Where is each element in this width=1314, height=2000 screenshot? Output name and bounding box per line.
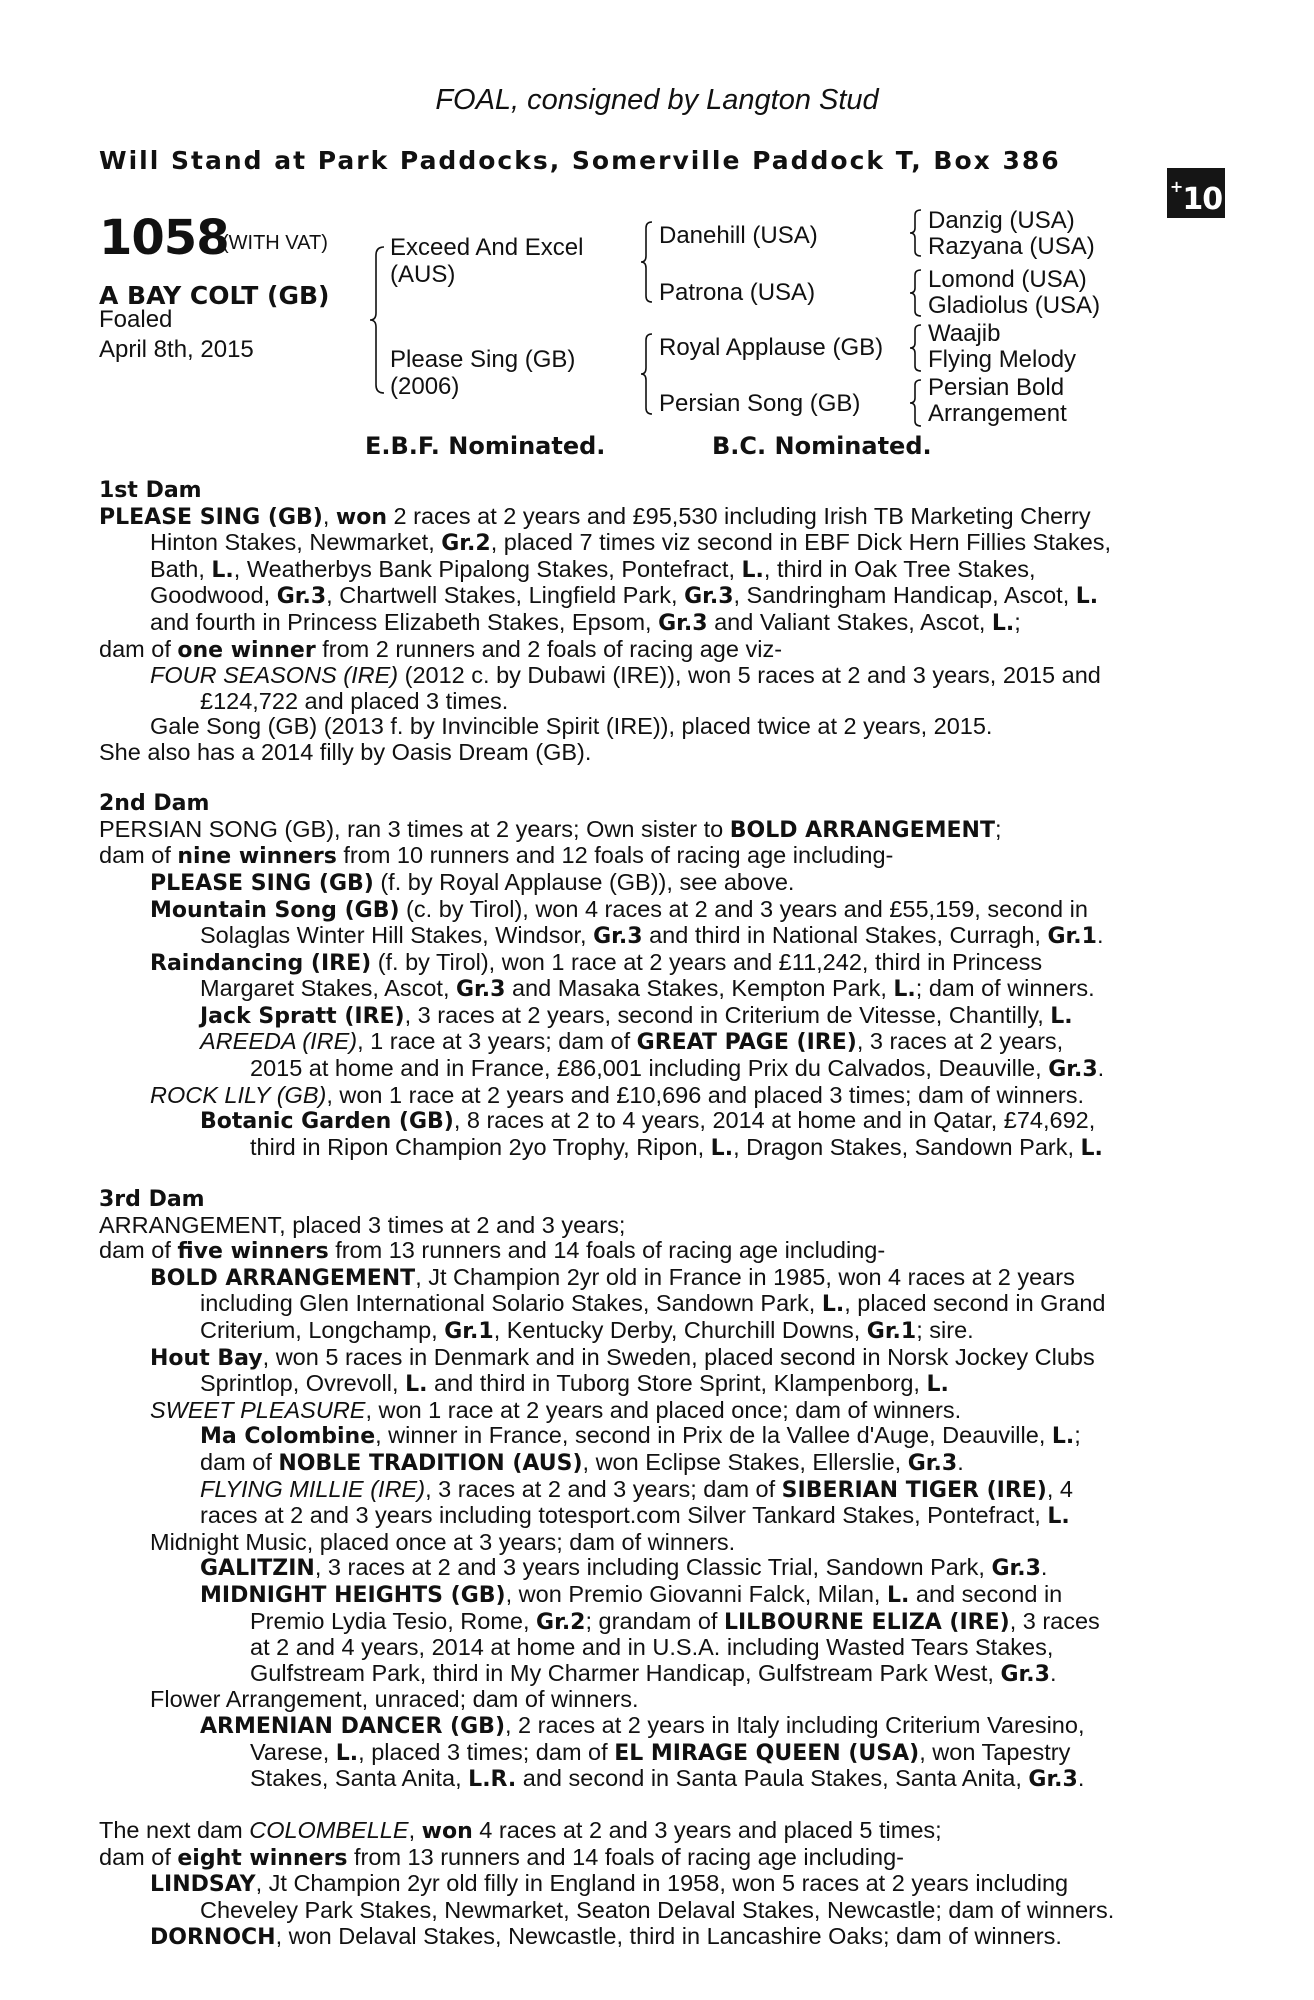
foaled-label: Foaled	[99, 306, 173, 333]
third-dam-line: SWEET PLEASURE, won 1 race at 2 years and placed once; dam of winners.	[150, 1396, 962, 1423]
bracket-danehill	[909, 208, 925, 258]
first-dam-line: Hinton Stakes, Newmarket, Gr.2, placed 7 times viz second in EBF Dick Hern Fillies Stakes,	[150, 529, 1112, 557]
next-dam-line: Cheveley Park Stakes, Newmarket, Seaton Delaval Stakes, Newcastle; dam of winners.	[200, 1897, 1115, 1924]
third-dam-line: Sprintlop, Ovrevoll, L. and third in Tuborg Store Sprint, Klampenborg, L.	[200, 1370, 949, 1398]
third-dam-line: GALITZIN, 3 races at 2 and 3 years including Classic Trial, Sandown Park, Gr.3.	[200, 1554, 1048, 1582]
second-dam-line: Mountain Song (GB) (c. by Tirol), won 4 races at 2 and 3 years and £55,159, second in	[150, 895, 1088, 923]
next-dam-line: LINDSAY, Jt Champion 2yr old filly in England in 1958, won 5 races at 2 years including	[150, 1870, 1069, 1898]
third-dam-heading: 3rd Dam	[99, 1187, 205, 1213]
third-dam-line: Premio Lydia Tesio, Rome, Gr.2; grandam of LILBOURNE ELIZA (IRE), 3 races	[250, 1607, 1100, 1635]
gg-lomond: Lomond (USA)	[928, 266, 1087, 293]
badge-number: 10	[1182, 182, 1223, 217]
third-dam-line: dam of five winners from 13 runners and 14 foals of racing age including-	[99, 1237, 886, 1265]
third-dam-line: ARRANGEMENT, placed 3 times at 2 and 3 years;	[99, 1211, 626, 1238]
vat-note: (WITH VAT)	[222, 232, 328, 254]
next-dam-line: DORNOCH, won Delaval Stakes, Newcastle, third in Lancashire Oaks; dam of winners.	[150, 1922, 1062, 1950]
bracket-royal-applause	[909, 323, 925, 373]
third-dam-line: Gulfstream Park, third in My Charmer Handicap, Gulfstream Park West, Gr.3.	[250, 1659, 1057, 1687]
first-dam-line: PLEASE SING (GB), won 2 races at 2 years and £95,530 including Irish TB Marketing Cherry	[99, 502, 1091, 530]
second-dam-line: dam of nine winners from 10 runners and 12 foals of racing age including-	[99, 842, 894, 870]
gg-flying-melody: Flying Melody	[928, 346, 1077, 373]
sire: Exceed And Excel (AUS)	[390, 234, 584, 288]
next-dam-line: The next dam COLOMBELLE, won 4 races at 2 and 3 years and placed 5 times;	[99, 1817, 942, 1845]
third-dam-line: Midnight Music, placed once at 3 years; dam of winners.	[150, 1528, 736, 1555]
lot-title: A BAY COLT (GB)	[99, 281, 330, 310]
third-dam-line: races at 2 and 3 years including totesport.com Silver Tankard Stakes, Pontefract, L.	[200, 1502, 1070, 1530]
gg-gladiolus: Gladiolus (USA)	[928, 292, 1101, 319]
third-dam-line: ARMENIAN DANCER (GB), 2 races at 2 years in Italy including Criterium Varesino,	[200, 1711, 1085, 1739]
bracket-dam-line	[640, 332, 660, 417]
third-dam-line: dam of NOBLE TRADITION (AUS), won Eclipse Stakes, Ellerslie, Gr.3.	[200, 1448, 964, 1476]
second-dam-line: AREEDA (IRE), 1 race at 3 years; dam of GREAT PAGE (IRE), 3 races at 2 years,	[200, 1028, 1064, 1056]
catalogue-body	[99, 478, 1209, 1950]
second-dam-line: PLEASE SING (GB) (f. by Royal Applause (GB)), see above.	[150, 868, 795, 896]
dam: Please Sing (GB) (2006)	[390, 346, 576, 400]
dam-dam: Persian Song (GB)	[659, 390, 861, 417]
bracket-sire-dam	[370, 245, 390, 395]
bracket-patrona	[909, 268, 925, 318]
gg-razyana: Razyana (USA)	[928, 233, 1095, 260]
first-dam-line: dam of one winner from 2 runners and 2 foals of racing age viz-	[99, 635, 783, 663]
second-dam-line: Margaret Stakes, Ascot, Gr.3 and Masaka Stakes, Kempton Park, L.; dam of winners.	[200, 975, 1095, 1003]
stand-location: Will Stand at Park Paddocks, Somerville Paddock T, Box 386	[99, 146, 1061, 175]
second-dam-line: Solaglas Winter Hill Stakes, Windsor, Gr.3 and third in National Stakes, Curragh, Gr.1.	[200, 922, 1104, 950]
second-dam-line: third in Ripon Champion 2yo Trophy, Ripon, L., Dragon Stakes, Sandown Park, L.	[250, 1133, 1103, 1161]
bc-nominated: B.C. Nominated.	[712, 432, 932, 460]
gg-persian-bold: Persian Bold	[928, 374, 1065, 401]
second-dam-line: ROCK LILY (GB), won 1 race at 2 years and £10,696 and placed 3 times; dam of winners.	[150, 1081, 1084, 1108]
first-dam-line: £124,722 and placed 3 times.	[200, 687, 509, 714]
lot-number: 1058	[99, 210, 229, 266]
first-dam-line: Bath, L., Weatherbys Bank Pipalong Stakes, Pontefract, L., third in Oak Tree Stakes,	[150, 555, 1036, 583]
third-dam-line: Criterium, Longchamp, Gr.1, Kentucky Derby, Churchill Downs, Gr.1; sire.	[200, 1317, 974, 1344]
first-dam-heading: 1st Dam	[99, 478, 202, 503]
third-dam-line: at 2 and 4 years, 2014 at home and in U.S.A. including Wasted Tears Stakes,	[250, 1634, 1054, 1661]
first-dam-line: Goodwood, Gr.3, Chartwell Stakes, Lingfield Park, Gr.3, Sandringham Handicap, Ascot, L.	[150, 582, 1099, 610]
third-dam-line: Ma Colombine, winner in France, second in Prix de la Vallee d'Auge, Deauville, L.;	[200, 1422, 1081, 1450]
gg-danzig: Danzig (USA)	[928, 207, 1075, 234]
second-dam-line: 2015 at home and in France, £86,001 including Prix du Calvados, Deauville, Gr.3.	[250, 1055, 1105, 1083]
foaled-date: April 8th, 2015	[99, 336, 254, 363]
sire-sire: Danehill (USA)	[659, 222, 818, 249]
bracket-persian-song	[909, 378, 925, 428]
third-dam-line: Varese, L., placed 3 times; dam of EL MIRAGE QUEEN (USA), won Tapestry	[250, 1738, 1071, 1766]
gg-arrangement: Arrangement	[928, 400, 1067, 427]
first-dam-line: She also has a 2014 filly by Oasis Dream (GB).	[99, 738, 592, 765]
second-dam-line: PERSIAN SONG (GB), ran 3 times at 2 years; Own sister to BOLD ARRANGEMENT;	[99, 815, 1002, 843]
dam-sire: Royal Applause (GB)	[659, 334, 884, 361]
third-dam-line: Stakes, Santa Anita, L.R. and second in Santa Paula Stakes, Santa Anita, Gr.3.	[250, 1765, 1085, 1793]
sire-dam: Patrona (USA)	[659, 279, 816, 306]
second-dam-line: Raindancing (IRE) (f. by Tirol), won 1 race at 2 years and £11,242, third in Princess	[150, 948, 1043, 976]
third-dam-line: MIDNIGHT HEIGHTS (GB), won Premio Giovanni Falck, Milan, L. and second in	[200, 1580, 1063, 1608]
consignor-line: FOAL, consigned by Langton Stud	[435, 84, 879, 116]
next-dam-line: dam of eight winners from 13 runners and 14 foals of racing age including-	[99, 1843, 904, 1871]
first-dam-line: Gale Song (GB) (2013 f. by Invincible Spirit (IRE)), placed twice at 2 years, 2015.	[150, 713, 993, 740]
badge-plus: +	[1169, 177, 1183, 196]
bracket-sire-line	[640, 220, 660, 305]
third-dam-line: including Glen International Solario Stakes, Sandown Park, L., placed second in Grand	[200, 1290, 1106, 1318]
third-dam-line: FLYING MILLIE (IRE), 3 races at 2 and 3 years; dam of SIBERIAN TIGER (IRE), 4	[200, 1475, 1074, 1503]
first-dam-line: FOUR SEASONS (IRE) (2012 c. by Dubawi (IRE)), won 5 races at 2 and 3 years, 2015 and	[150, 662, 1101, 689]
gg-waajib: Waajib	[928, 320, 1001, 347]
second-dam-heading: 2nd Dam	[99, 791, 210, 817]
foaled-info	[99, 305, 254, 365]
second-dam-line: Jack Spratt (IRE), 3 races at 2 years, second in Criterium de Vitesse, Chantilly, L.	[200, 1001, 1073, 1029]
third-dam-line: Hout Bay, won 5 races in Denmark and in Sweden, placed second in Norsk Jockey Clubs	[150, 1343, 1095, 1371]
ebf-nominated: E.B.F. Nominated.	[365, 432, 606, 460]
third-dam-line: BOLD ARRANGEMENT, Jt Champion 2yr old in France in 1985, won 4 races at 2 years	[150, 1263, 1075, 1291]
second-dam-line: Botanic Garden (GB), 8 races at 2 to 4 years, 2014 at home and in Qatar, £74,692,	[200, 1107, 1096, 1135]
third-dam-line: Flower Arrangement, unraced; dam of winners.	[150, 1686, 639, 1713]
first-dam-line: and fourth in Princess Elizabeth Stakes, Epsom, Gr.3 and Valiant Stakes, Ascot, L.;	[150, 608, 1021, 636]
day-badge	[1167, 168, 1225, 218]
